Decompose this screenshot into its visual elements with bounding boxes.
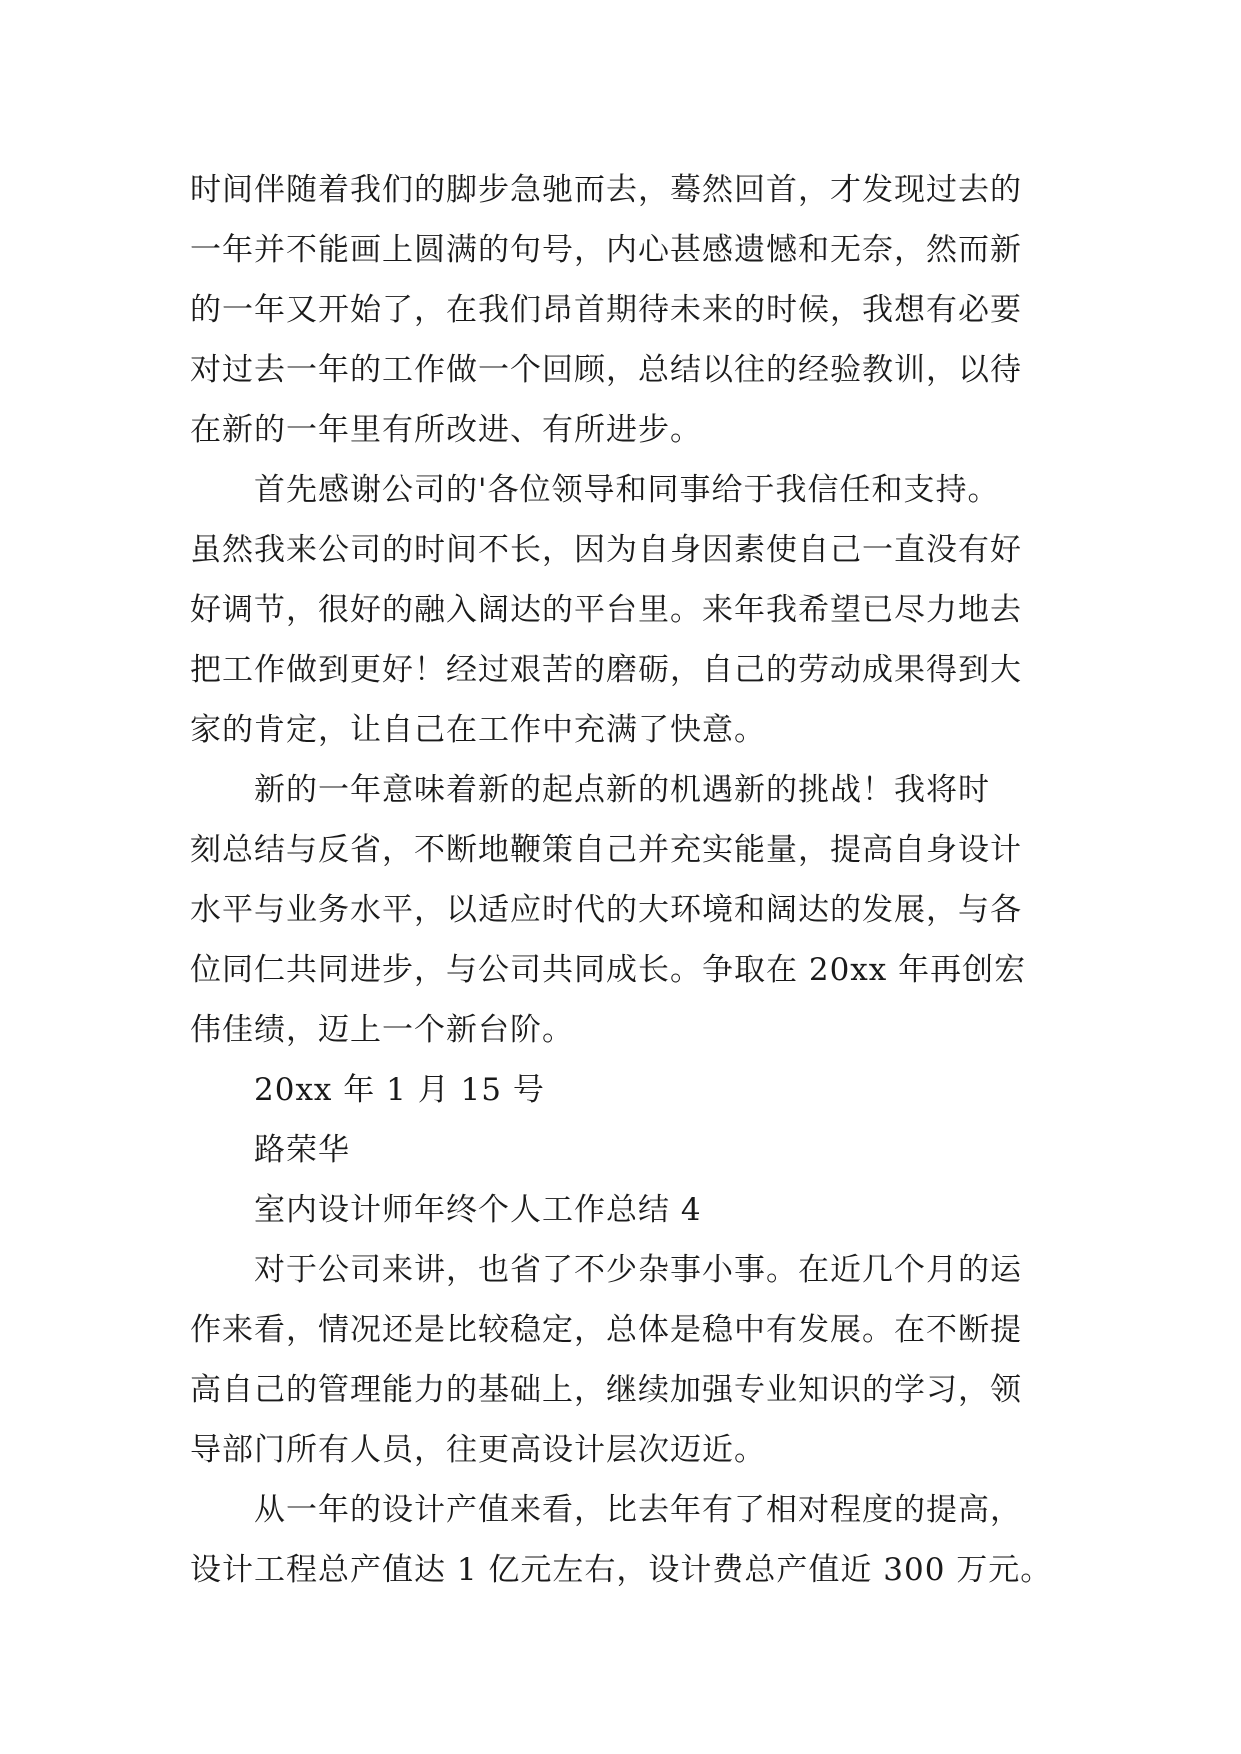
text-line: 把工作做到更好！经过艰苦的磨砺，自己的劳动成果得到大: [190, 652, 1022, 688]
text-line: 位同仁共同进步，与公司共同成长。争取在 20xx 年再创宏: [190, 952, 1027, 988]
text-line: 设计工程总产值达 1 亿元左右，设计费总产值近 300 万元。: [190, 1552, 1053, 1588]
text-line: 对过去一年的工作做一个回顾，总结以往的经验教训，以待: [190, 352, 1022, 388]
text-line: 新的一年意味着新的起点新的机遇新的挑战！我将时: [254, 772, 990, 808]
text-line: 伟佳绩，迈上一个新台阶。: [190, 1012, 574, 1048]
text-line: 时间伴随着我们的脚步急驰而去，蓦然回首，才发现过去的: [190, 172, 1022, 208]
text-line: 家的肯定，让自己在工作中充满了快意。: [190, 712, 766, 748]
text-line: 一年并不能画上圆满的句号，内心甚感遗憾和无奈，然而新: [190, 232, 1022, 268]
document-page: [190, 160, 1070, 1600]
text-line: 好调节，很好的融入阔达的平台里。来年我希望已尽力地去: [190, 592, 1022, 628]
text-line: 高自己的管理能力的基础上，继续加强专业知识的学习，领: [190, 1372, 1022, 1408]
text-line: 水平与业务水平，以适应时代的大环境和阔达的发展，与各: [190, 892, 1022, 928]
author-name: 路荣华: [254, 1132, 350, 1168]
section-heading: 室内设计师年终个人工作总结 4: [254, 1192, 702, 1228]
text-line: 在新的一年里有所改进、有所进步。: [190, 412, 702, 448]
text-line: 作来看，情况还是比较稳定，总体是稳中有发展。在不断提: [190, 1312, 1022, 1348]
text-line: 从一年的设计产值来看，比去年有了相对程度的提高，: [254, 1492, 1022, 1528]
date-line: 20xx 年 1 月 15 号: [254, 1072, 545, 1108]
text-line: 首先感谢公司的'各位领导和同事给于我信任和支持。: [254, 472, 1000, 508]
text-line: 虽然我来公司的时间不长，因为自身因素使自己一直没有好: [190, 532, 1022, 568]
text-line: 刻总结与反省，不断地鞭策自己并充实能量，提高自身设计: [190, 832, 1022, 868]
text-line: 对于公司来讲，也省了不少杂事小事。在近几个月的运: [254, 1252, 1022, 1288]
text-line: 导部门所有人员，往更高设计层次迈近。: [190, 1432, 766, 1468]
text-line: 的一年又开始了，在我们昂首期待未来的时候，我想有必要: [190, 292, 1022, 328]
